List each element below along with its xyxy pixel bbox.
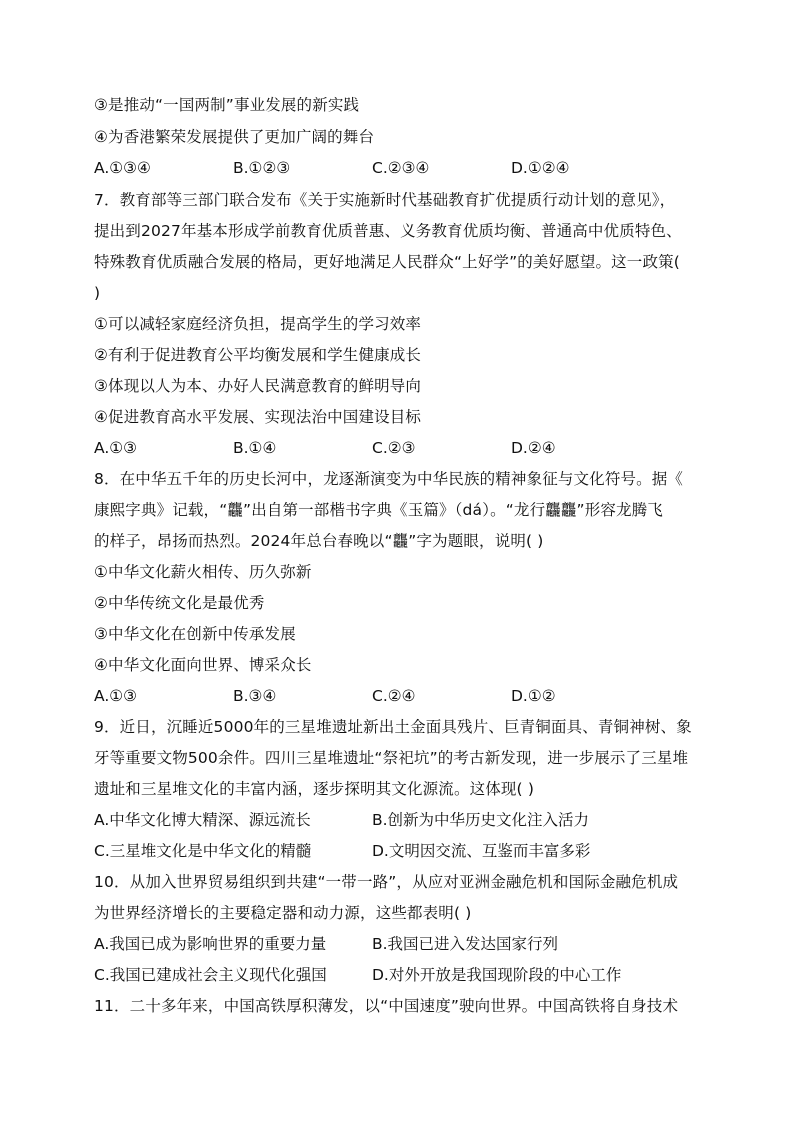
q8-stem-line: 康熙字典》记载，“龘”出自第一部楷书字典《玉篇》（dá）。“龙行龘龘”形容龙腾飞 — [94, 501, 663, 519]
q6-options — [94, 157, 704, 179]
q9-option-b[interactable]: B.创新为中华历史文化注入活力 — [372, 811, 590, 829]
q10-option-c[interactable]: C.我国已建成社会主义现代化强国 — [94, 966, 327, 984]
q7-stem-line: 7．教育部等三部门联合发布《关于实施新时代基础教育扩优提质行动计划的意见》， — [94, 191, 676, 209]
q8-option-b[interactable]: B.③④ — [233, 687, 277, 705]
q6-item-3: ③是推动“一国两制”事业发展的新实践 — [94, 96, 360, 114]
q6-item-4: ④为香港繁荣发展提供了更加广阔的舞台 — [94, 128, 375, 146]
q8-option-a[interactable]: A.①③ — [94, 687, 138, 705]
q7-item-1: ①可以减轻家庭经济负担，提高学生的学习效率 — [94, 315, 422, 333]
q9-stem-line: 9．近日，沉睡近5000年的三星堆遗址新出土金面具残片、巨青铜面具、青铜神树、象 — [94, 718, 692, 736]
q10-option-b[interactable]: B.我国已进入发达国家行列 — [372, 935, 559, 953]
q8-item-4: ④中华文化面向世界、博采众长 — [94, 656, 312, 674]
q8-options — [94, 685, 704, 707]
q8-item-2: ②中华传统文化是最优秀 — [94, 594, 265, 612]
q8-option-d[interactable]: D.①② — [511, 687, 556, 705]
q6-option-c[interactable]: C.②③④ — [372, 159, 430, 177]
q7-option-b[interactable]: B.①④ — [233, 439, 277, 457]
q6-option-a[interactable]: A.①③④ — [94, 159, 151, 177]
q10-options-row-1 — [94, 933, 704, 955]
q9-stem-line: 遗址和三星堆文化的丰富内涵，逐步探明其文化源流。这体现( ) — [94, 780, 535, 798]
q8-option-c[interactable]: C.②④ — [372, 687, 416, 705]
q10-options-row-2 — [94, 964, 704, 986]
q8-item-3: ③中华文化在创新中传承发展 — [94, 625, 296, 643]
q6-option-d[interactable]: D.①②④ — [511, 159, 570, 177]
q9-option-a[interactable]: A.中华文化博大精深、源远流长 — [94, 811, 311, 829]
q11-stem-line: 11．二十多年来，中国高铁厚积薄发，以“中国速度”驶向世界。中国高铁将自身技术 — [94, 997, 679, 1015]
q7-option-c[interactable]: C.②③ — [372, 439, 416, 457]
q7-item-4: ④促进教育高水平发展、实现法治中国建设目标 — [94, 408, 422, 426]
q8-stem-line: 的样子，昂扬而热烈。2024年总台春晚以“龘”字为题眼，说明( ) — [94, 532, 544, 550]
q7-item-3: ③体现以人为本、办好人民满意教育的鲜明导向 — [94, 377, 422, 395]
q7-option-d[interactable]: D.②④ — [511, 439, 556, 457]
q7-option-a[interactable]: A.①③ — [94, 439, 138, 457]
q6-option-b[interactable]: B.①②③ — [233, 159, 291, 177]
q10-stem-line: 为世界经济增长的主要稳定器和动力源，这些都表明( ) — [94, 904, 472, 922]
q9-option-c[interactable]: C.三星堆文化是中华文化的精髓 — [94, 842, 312, 860]
q9-options-row-2 — [94, 840, 704, 862]
q7-stem-line: 特殊教育优质融合发展的格局，更好地满足人民群众“上好学”的美好愿望。这一政策( — [94, 253, 680, 271]
q9-option-d[interactable]: D.文明因交流、互鉴而丰富多彩 — [372, 842, 591, 860]
q10-option-a[interactable]: A.我国已成为影响世界的重要力量 — [94, 935, 327, 953]
q8-stem-line: 8．在中华五千年的历史长河中，龙逐渐演变为中华民族的精神象征与文化符号。据《 — [94, 470, 684, 488]
q10-option-d[interactable]: D.对外开放是我国现阶段的中心工作 — [372, 966, 622, 984]
q7-options — [94, 437, 704, 459]
q7-item-2: ②有利于促进教育公平均衡发展和学生健康成长 — [94, 346, 422, 364]
q9-options-row-1 — [94, 809, 704, 831]
q7-stem-line: 提出到2027年基本形成学前教育优质普惠、义务教育优质均衡、普通高中优质特色、 — [94, 222, 682, 240]
q8-item-1: ①中华文化薪火相传、历久弥新 — [94, 563, 312, 581]
q7-stem-line: ) — [94, 284, 101, 302]
q9-stem-line: 牙等重要文物500余件。四川三星堆遗址“祭祀坑”的考古新发现，进一步展示了三星堆 — [94, 749, 689, 767]
q10-stem-line: 10．从加入世界贸易组织到共建“一带一路”，从应对亚洲金融危机和国际金融危机成 — [94, 873, 679, 891]
